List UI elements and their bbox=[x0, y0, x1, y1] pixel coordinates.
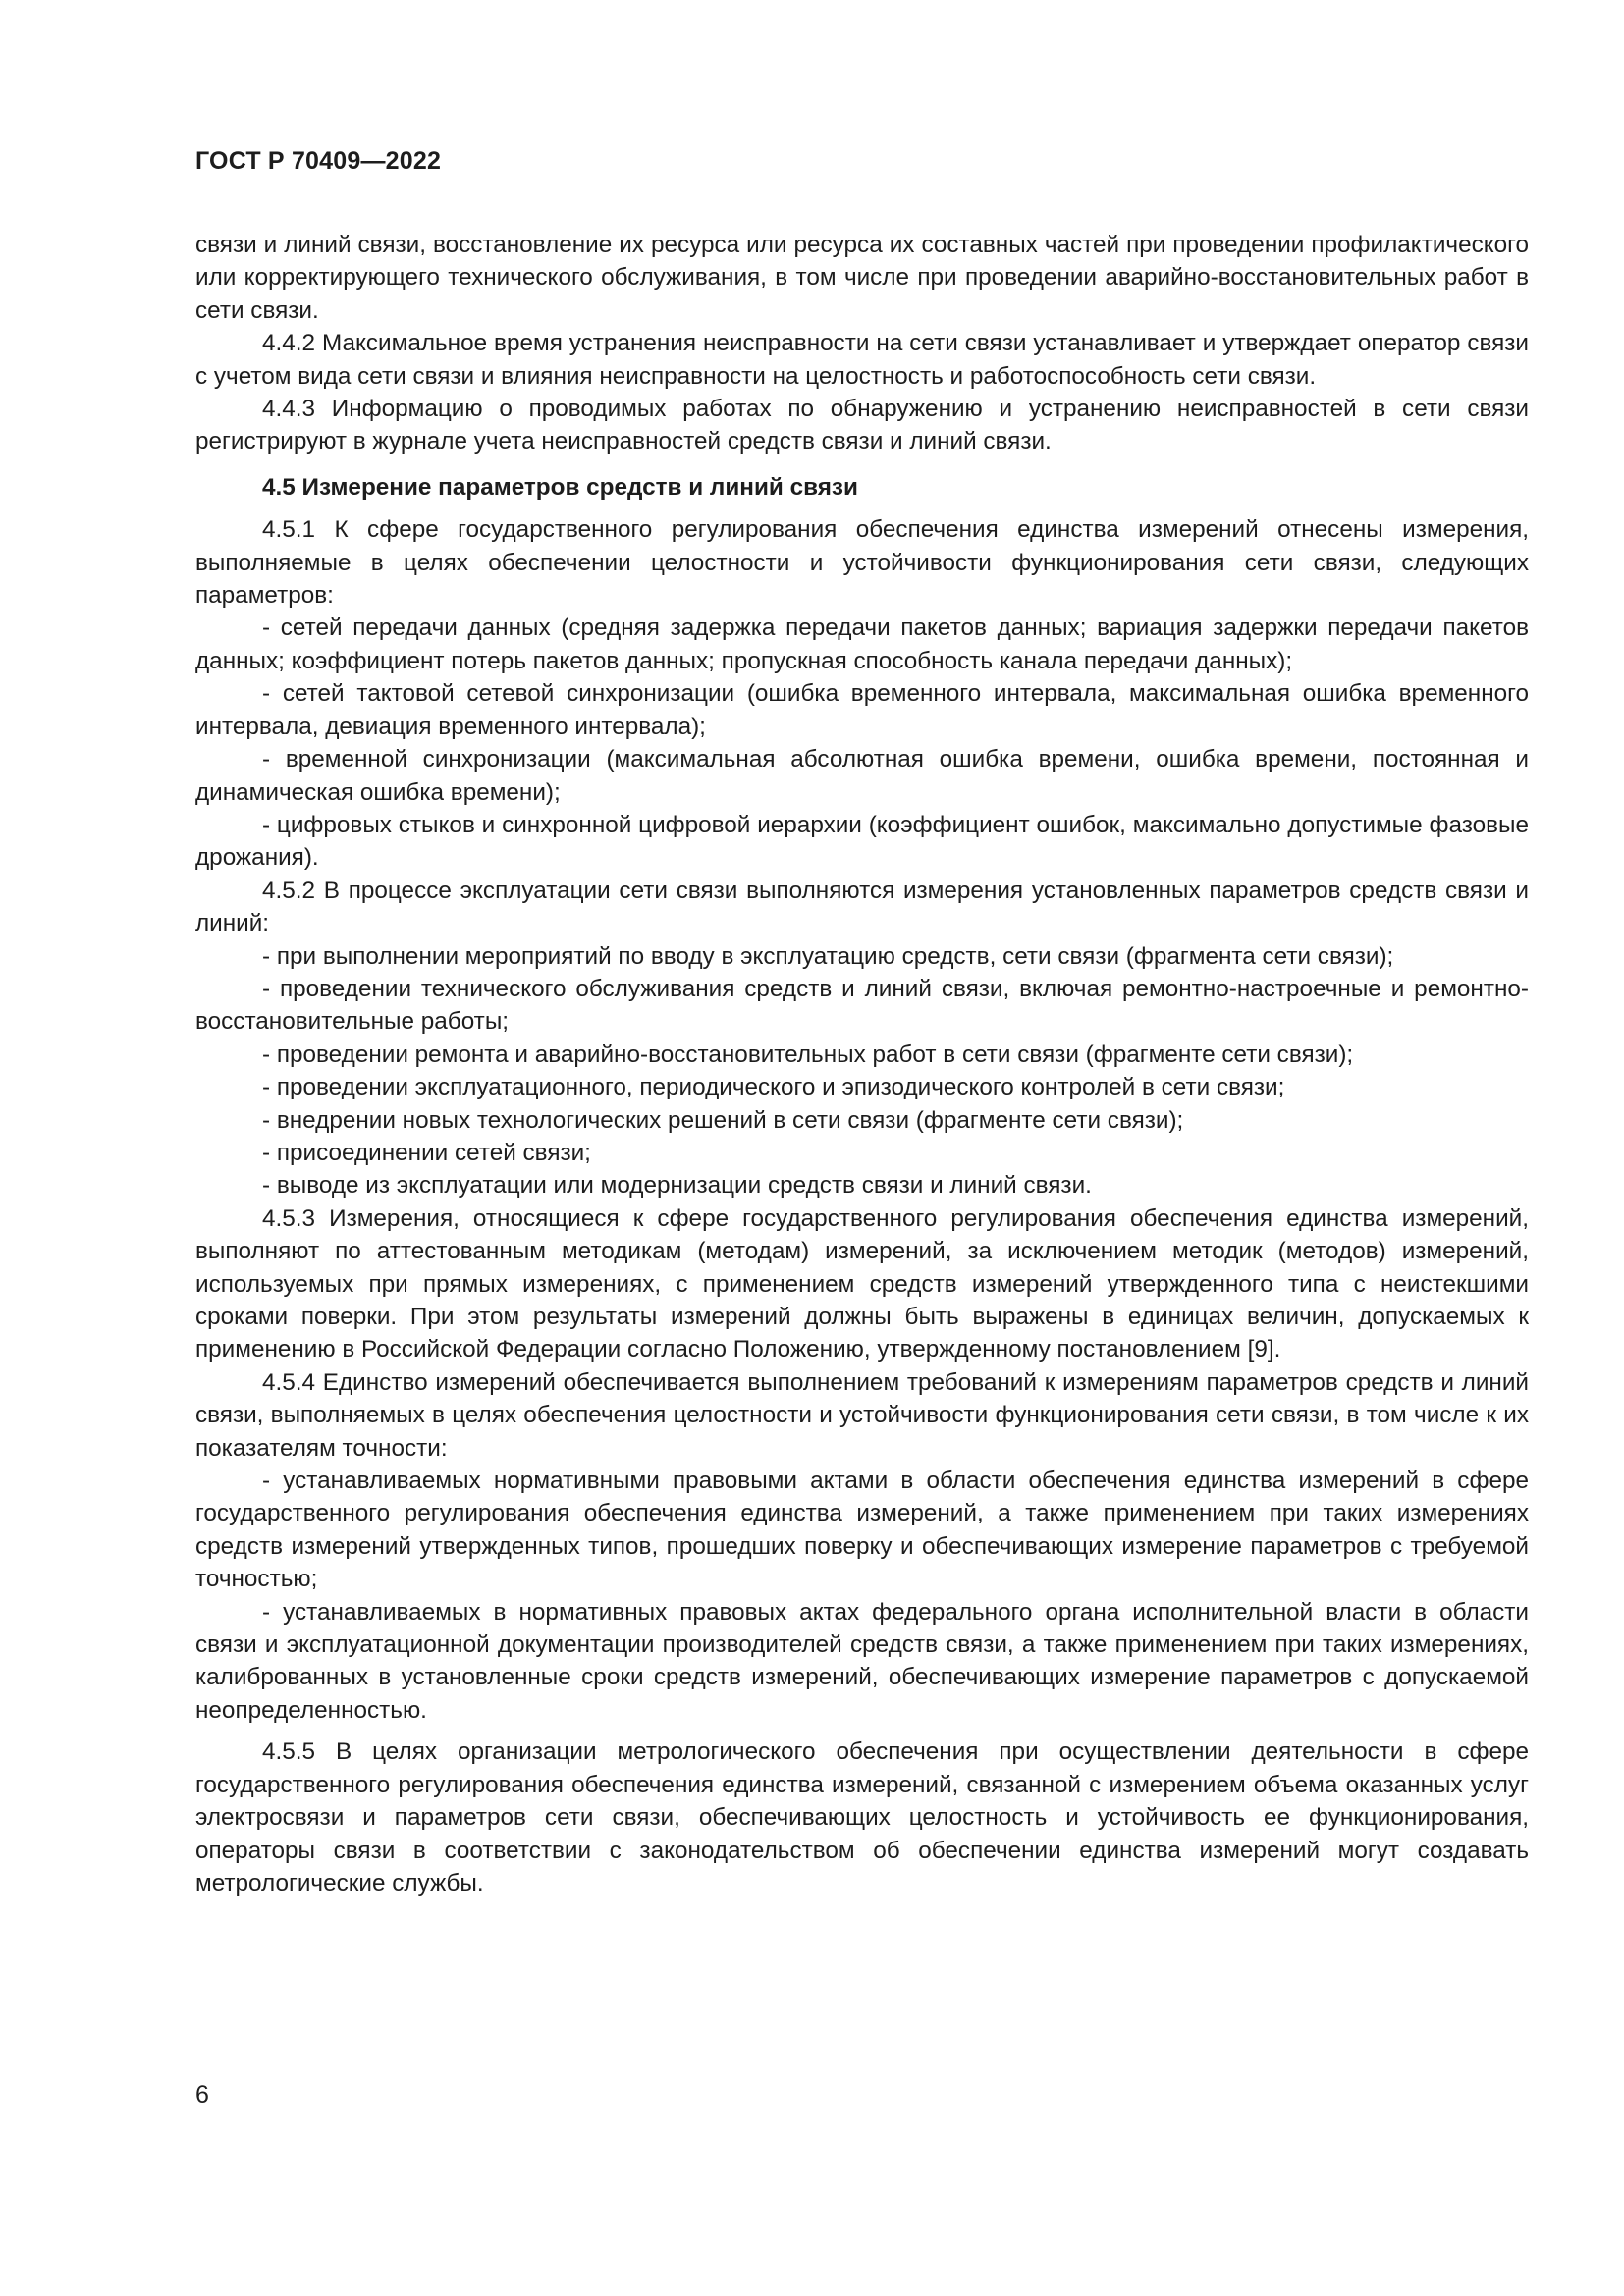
list-item: - внедрении новых технологических решений в сети связи (фрагменте сети связи); bbox=[262, 1106, 1184, 1134]
list-item: - устанавливаемых нормативными правовыми актами в области обеспечения единства измерений в сфере государственного регулирования обеспечения единства измерений, а также применением при таких измерениях средств измерений утвержденных типов, прошедших поверку и обеспечивающих измерение параметров с требуемой точностью; bbox=[195, 1468, 1529, 1593]
paragraph-4-5-2: 4.5.2 В процессе эксплуатации сети связи выполняются измерения установленных параметров средств связи и линий: bbox=[195, 877, 1529, 937]
list-item: - цифровых стыков и синхронной цифровой иерархии (коэффициент ошибок, максимально допустимые фазовые дрожания). bbox=[195, 811, 1529, 872]
list-item: - при выполнении мероприятий по вводу в эксплуатацию средств, сети связи (фрагмента сети связи); bbox=[262, 942, 1394, 970]
paragraph-continuation: связи и линий связи, восстановление их ресурса или ресурса их составных частей при проведении профилактического или корректирующего технического обслуживания, в том числе при проведении аварийно-восстановительных работ в сети связи. bbox=[195, 232, 1529, 324]
list-item: - временной синхронизации (максимальная абсолютная ошибка времени, ошибка времени, постоянная и динамическая ошибка времени); bbox=[195, 746, 1529, 806]
list-item: - проведении эксплуатационного, периодического и эпизодического контролей в сети связи; bbox=[262, 1074, 1285, 1101]
paragraph-4-5-3: 4.5.3 Измерения, относящиеся к сфере государственного регулирования обеспечения единства измерений, выполняют по аттестованным методикам (методам) измерений, за исключением методик (методов) измерений, используемых при прямых измерениях, с применением средств измерений утвержденного типа с неистекшими сроками поверки. При этом результаты измерений должны быть выражены в единицах величин, допускаемых к применению в Российской Федерации согласно Положению, утвержденному постановлением [9]. bbox=[195, 1204, 1529, 1363]
document-header: ГОСТ Р 70409—2022 bbox=[195, 147, 442, 175]
page-number: 6 bbox=[195, 2081, 209, 2109]
list-item: - сетей тактовой сетевой синхронизации (ошибка временного интервала, максимальная ошибка временного интервала, девиация временного интервала); bbox=[195, 680, 1529, 740]
document-body bbox=[195, 229, 1529, 1899]
spacer bbox=[195, 1727, 1529, 1735]
list-item: - проведении технического обслуживания средств и линий связи, включая ремонтно-настроечные и ремонтно-восстановительные работы; bbox=[195, 975, 1529, 1036]
list-item: - выводе из эксплуатации или модернизации средств связи и линий связи. bbox=[262, 1172, 1092, 1200]
list-item: - присоединении сетей связи; bbox=[262, 1139, 591, 1166]
paragraph-4-5-5: 4.5.5 В целях организации метрологического обеспечения при осуществлении деятельности в сфере государственного регулирования обеспечения единства измерений, связанной с измерением объема оказанных услуг электросвязи и параметров сети связи, обеспечивающих целостность и устойчивость ее функционирования, операторы связи в соответствии с законодательством об обеспечении единства измерений могут создавать метрологические службы. bbox=[195, 1738, 1529, 1896]
list-item: - устанавливаемых в нормативных правовых актах федерального органа исполнительной власти в области связи и эксплуатационной документации производителей средств связи, а также применением при таких измерениях, калиброванных в установленные сроки средств измерений, обеспечивающих измерение параметров с допускаемой неопределенностью. bbox=[195, 1598, 1529, 1724]
list-item: - сетей передачи данных (средняя задержка передачи пакетов данных; вариация задержки передачи пакетов данных; коэффициент потерь пакетов данных; пропускная способность канала передачи данных); bbox=[195, 614, 1529, 674]
list-item: - проведении ремонта и аварийно-восстановительных работ в сети связи (фрагменте сети связи); bbox=[262, 1041, 1354, 1068]
paragraph-4-5-1: 4.5.1 К сфере государственного регулирования обеспечения единства измерений отнесены измерения, выполняемые в целях обеспечении целостности и устойчивости функционирования сети связи, следующих параметров: bbox=[195, 516, 1529, 610]
paragraph-4-4-2: 4.4.2 Максимальное время устранения неисправности на сети связи устанавливает и утверждает оператор связи с учетом вида сети связи и влияния неисправности на целостность и работоспособность сети связи. bbox=[195, 330, 1529, 390]
section-heading-4-5: 4.5 Измерение параметров средств и линий связи bbox=[262, 473, 858, 501]
paragraph-4-5-4: 4.5.4 Единство измерений обеспечивается выполнением требований к измерениям параметров средств и линий связи, выполняемых в целях обеспечения целостности и устойчивости функционирования сети связи, в том числе к их показателям точности: bbox=[195, 1368, 1529, 1462]
paragraph-4-4-3: 4.4.3 Информацию о проводимых работах по обнаружению и устранению неисправностей в сети связи регистрируют в журнале учета неисправностей средств связи и линий связи. bbox=[195, 396, 1529, 455]
